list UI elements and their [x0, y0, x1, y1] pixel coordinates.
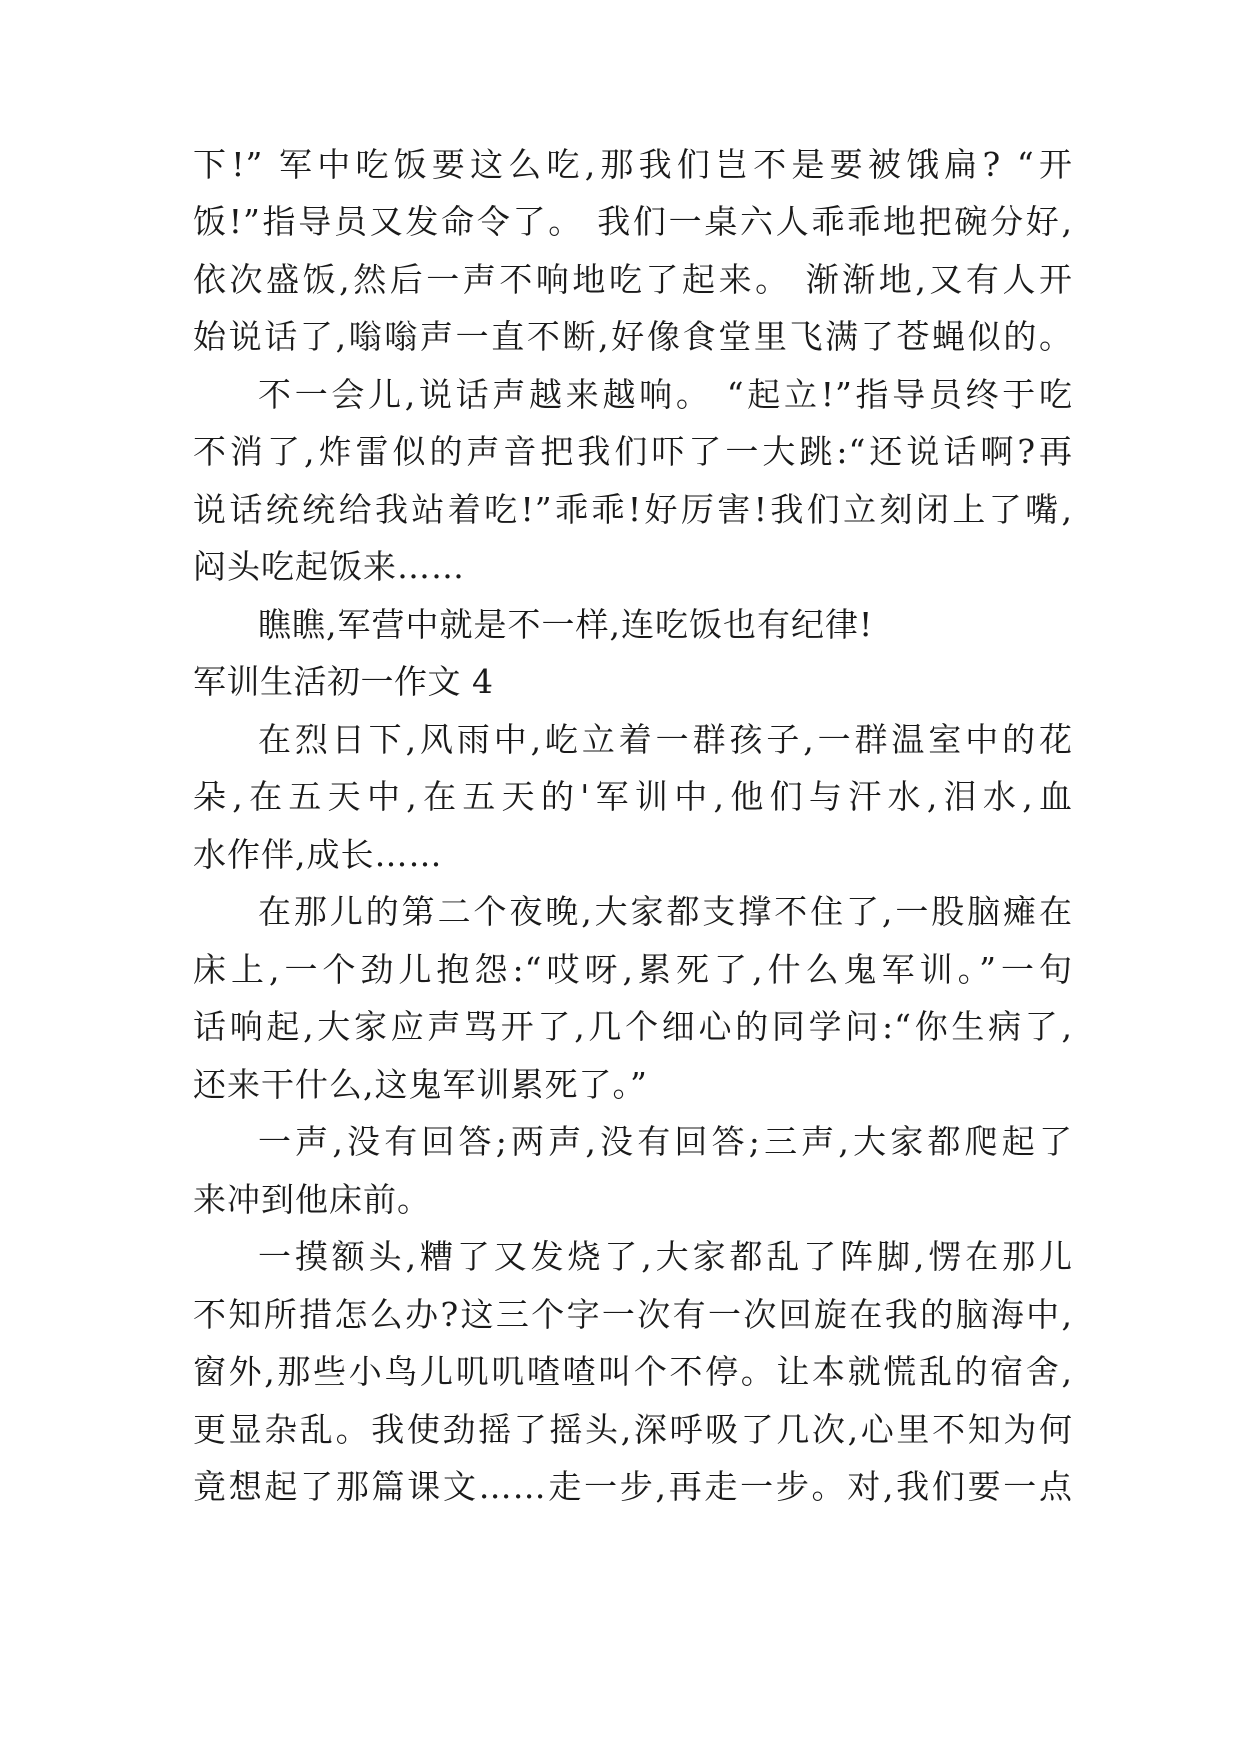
text-line: 说话统统给我站着吃!”乖乖!好厉害!我们立刻闭上了嘴, [193, 490, 1073, 529]
text-line: 朵,在五天中,在五天的'军训中,他们与汗水,泪水,血 [193, 777, 1073, 816]
text-line: 不一会儿,说话声越来越响。 “起立!”指导员终于吃 [258, 375, 1073, 414]
text-line: 水作伴,成长…… [193, 835, 443, 874]
text-line: 窗外,那些小鸟儿叽叽喳喳叫个不停。让本就慌乱的宿舍, [193, 1352, 1073, 1391]
text-line: 一摸额头,糟了又发烧了,大家都乱了阵脚,愣在那儿 [258, 1237, 1073, 1276]
text-line: 下!” 军中吃饭要这么吃,那我们岂不是要被饿扁? “开 [193, 145, 1073, 184]
text-line: 在烈日下,风雨中,屹立着一群孩子,一群温室中的花 [258, 720, 1073, 759]
text-line: 一声,没有回答;两声,没有回答;三声,大家都爬起了 [258, 1122, 1073, 1161]
text-line: 在那儿的第二个夜晚,大家都支撑不住了,一股脑瘫在 [258, 892, 1073, 931]
text-line: 不知所措怎么办?这三个字一次有一次回旋在我的脑海中, [193, 1295, 1073, 1334]
text-line: 瞧瞧,军营中就是不一样,连吃饭也有纪律! [258, 605, 874, 644]
text-line: 依次盛饭,然后一声不响地吃了起来。 渐渐地,又有人开 [193, 260, 1073, 299]
text-line: 始说话了,嗡嗡声一直不断,好像食堂里飞满了苍蝇似的。 [193, 317, 1073, 356]
text-line: 闷头吃起饭来…… [193, 547, 465, 586]
text-line: 床上,一个劲儿抱怨:“哎呀,累死了,什么鬼军训。”一句 [193, 950, 1073, 989]
section-heading: 军训生活初一作文 4 [193, 662, 494, 701]
text-line: 不消了,炸雷似的声音把我们吓了一大跳:“还说话啊?再 [193, 432, 1073, 471]
text-line: 话响起,大家应声骂开了,几个细心的同学问:“你生病了, [193, 1007, 1073, 1046]
text-line: 更显杂乱。我使劲摇了摇头,深呼吸了几次,心里不知为何 [193, 1410, 1073, 1449]
text-line: 竟想起了那篇课文……走一步,再走一步。对,我们要一点 [193, 1467, 1073, 1506]
text-line: 来冲到他床前。 [193, 1180, 431, 1219]
text-line: 饭!”指导员又发命令了。 我们一桌六人乖乖地把碗分好, [193, 202, 1073, 241]
text-line: 还来干什么,这鬼军训累死了。” [193, 1065, 648, 1104]
